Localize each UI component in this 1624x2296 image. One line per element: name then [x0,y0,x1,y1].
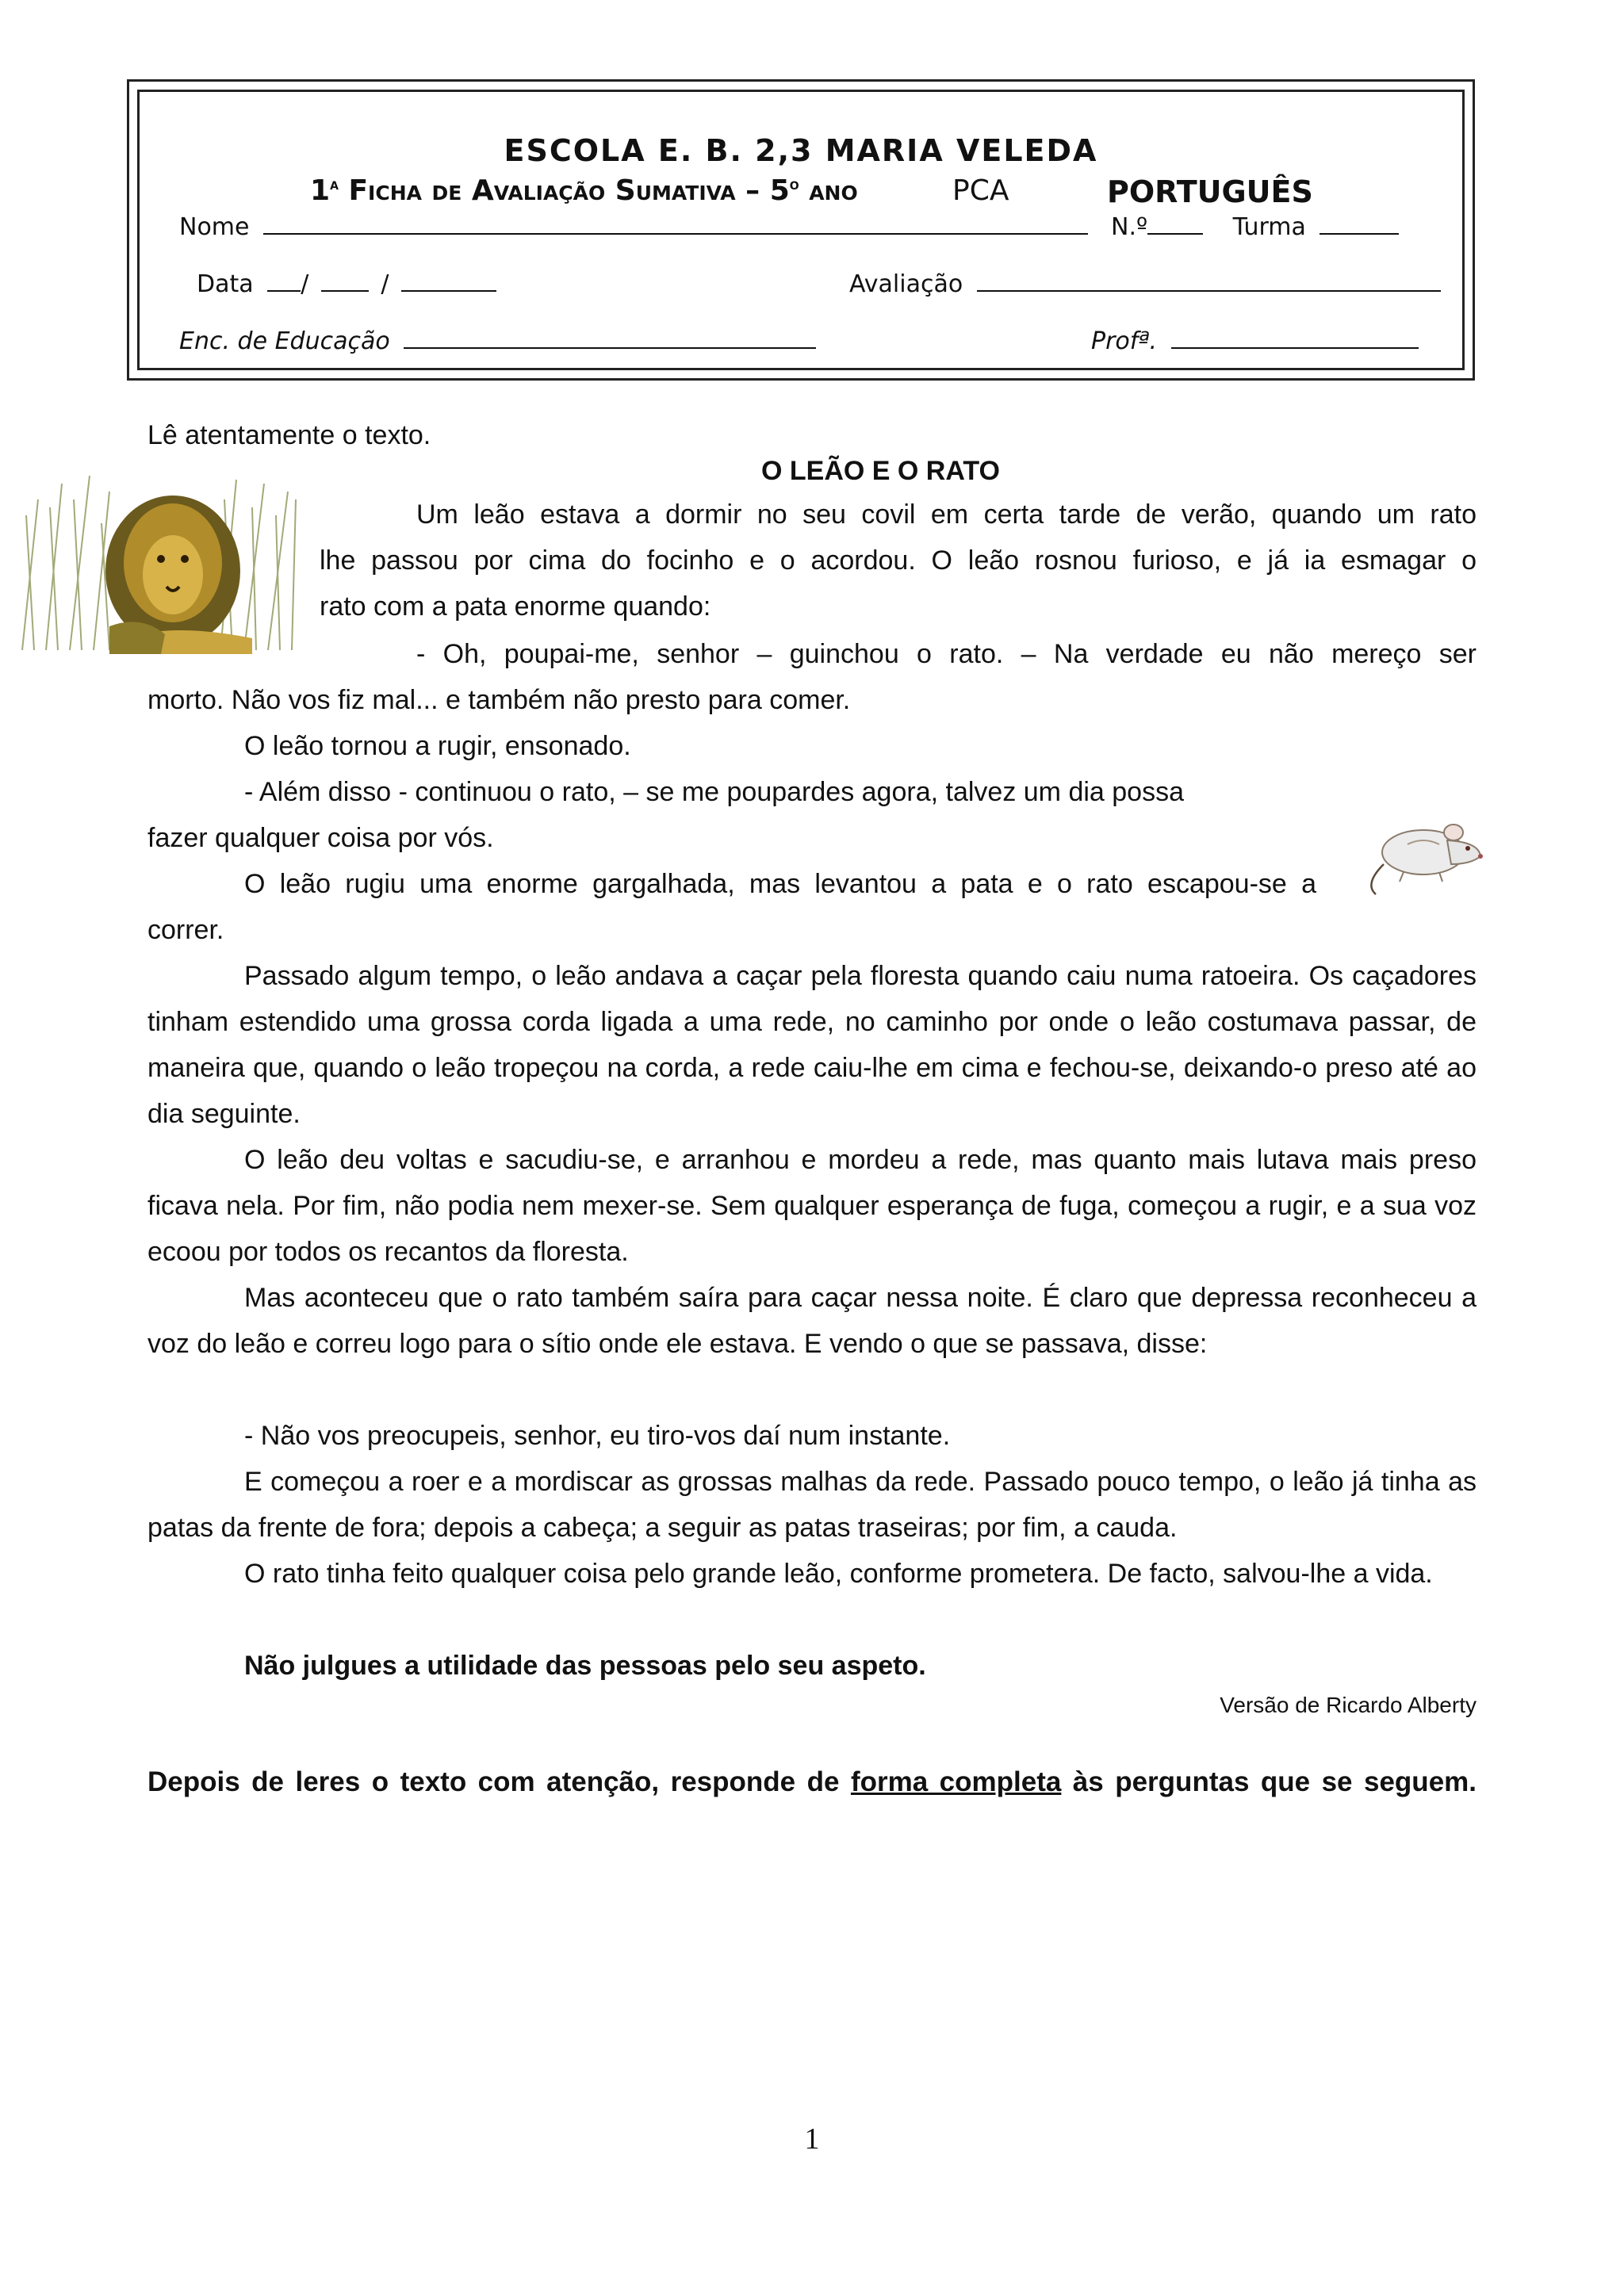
ficha-text: Ficha de Avaliação Sumativa – 5 [348,174,790,207]
p4-line1: - Além disso - continuou o rato, – se me poupardes agora, talvez um dia possa [244,777,1184,807]
p10: E começou a roer e a mordiscar as grossas malhas da rede. Passado pouco tempo, o leão já tinha as patas da frente de fora; depois a cabeça; a seguir as patas traseiras; por fim, a cauda. [147,1467,1477,1543]
avaliacao-field[interactable] [977,270,1441,292]
data-day-field[interactable] [267,270,301,292]
p2-line2: morto. Não vos fiz mal... e também não presto para comer. [147,685,851,715]
p9: - Não vos preocupeis, senhor, eu tiro-vos daí num instante. [244,1421,951,1451]
ficha-sup: a [330,174,339,193]
data-month-field[interactable] [321,270,369,292]
intro-text: Lê atentamente o texto. [147,420,431,450]
p1-line3: rato com a pata enorme quando: [320,591,711,622]
data-year-field[interactable] [401,270,496,292]
p6: Passado algum tempo, o leão andava a caçar pela floresta quando caiu numa ratoeira. Os caçadores tinham estendido uma grossa corda ligada a uma rede, no caminho por onde o leão costumava passar, de maneira que, quando o leão tropeçou na corda, a rede caiu-lhe em cima e fechou-se, deixando-o preso até ao dia seguinte. [147,961,1477,1129]
nome-label: Nome [179,213,250,241]
instruction [147,1766,1477,1798]
numero-label: N.º [1111,213,1148,241]
numero-field[interactable] [1147,212,1203,235]
prof-row [1091,327,1419,355]
header-box [127,79,1475,381]
school-name: ESCOLA E. B. 2,3 MARIA VELEDA [504,133,1098,168]
turma-field[interactable] [1320,212,1399,235]
ficha-sup2: o [789,174,799,193]
instruction-post: às perguntas que se seguem. [1061,1766,1477,1797]
nome-row [179,212,1088,241]
subject-label: PORTUGUÊS [1107,174,1313,209]
worksheet-title [310,174,858,207]
p7: O leão deu voltas e sacudiu-se, e arranhou e mordeu a rede, mas quanto mais lutava mais preso ficava nela. Por fim, não podia nem mexer-se. Sem qualquer esperança de fuga, começou a rugir, e a sua voz ecoou por todos os recantos da floresta. [147,1145,1477,1267]
p4-line2: fazer qualquer coisa por vós. [147,823,494,853]
lion-illustration [14,468,300,658]
ficha-ano: ano [799,174,858,207]
p11: O rato tinha feito qualquer coisa pelo grande leão, conforme prometera. De facto, salvou-lhe a vida. [244,1559,1433,1589]
header-inner-frame [137,90,1465,370]
turma-label: Turma [1232,213,1306,241]
p3: O leão tornou a rugir, ensonado. [244,731,631,761]
ficha-number: 1 [310,174,331,207]
rat-illustration [1360,809,1487,896]
p2-line1: - Oh, poupai-me, senhor – guinchou o rato. – Na verdade eu não mereço ser [416,639,1477,669]
enc-field[interactable] [404,327,816,349]
p1-line1: Um leão estava a dormir no seu covil em certa tarde de verão, quando um rato [416,499,1477,530]
source-credit: Versão de Ricardo Alberty [1220,1693,1477,1717]
p5-line2: correr. [147,915,224,945]
story-title: O LEÃO E O RATO [761,456,1000,486]
enc-row [179,327,816,355]
p8: Mas aconteceu que o rato também saíra para caçar nessa noite. É claro que depressa reconheceu a voz do leão e correu logo para o sítio onde ele estava. E vendo o que se passava, disse: [147,1283,1477,1359]
prof-label: Profª. [1091,327,1158,355]
p5-line1: O leão rugiu uma enorme gargalhada, mas levantou a pata e o rato escapou-se a [244,869,1316,899]
data-row [197,270,496,298]
p1-line2: lhe passou por cima do focinho e o acordou. O leão rosnou furioso, e já ia esmagar o [320,545,1477,576]
pca-label: PCA [952,174,1009,207]
enc-label: Enc. de Educação [179,327,390,355]
instruction-underlined: forma completa [850,1766,1062,1797]
instruction-pre: Depois de leres o texto com atenção, responde de [147,1766,851,1797]
prof-field[interactable] [1171,327,1419,349]
avaliacao-label: Avaliação [849,270,963,298]
avaliacao-row [849,270,1441,298]
page-number: 1 [804,2122,820,2156]
nome-field[interactable] [263,212,1088,235]
numero-row [1111,212,1399,241]
moral: Não julgues a utilidade das pessoas pelo seu aspeto. [244,1651,926,1681]
data-sep2: / [381,270,389,298]
data-sep1: / [301,270,309,298]
data-label: Data [197,270,254,298]
